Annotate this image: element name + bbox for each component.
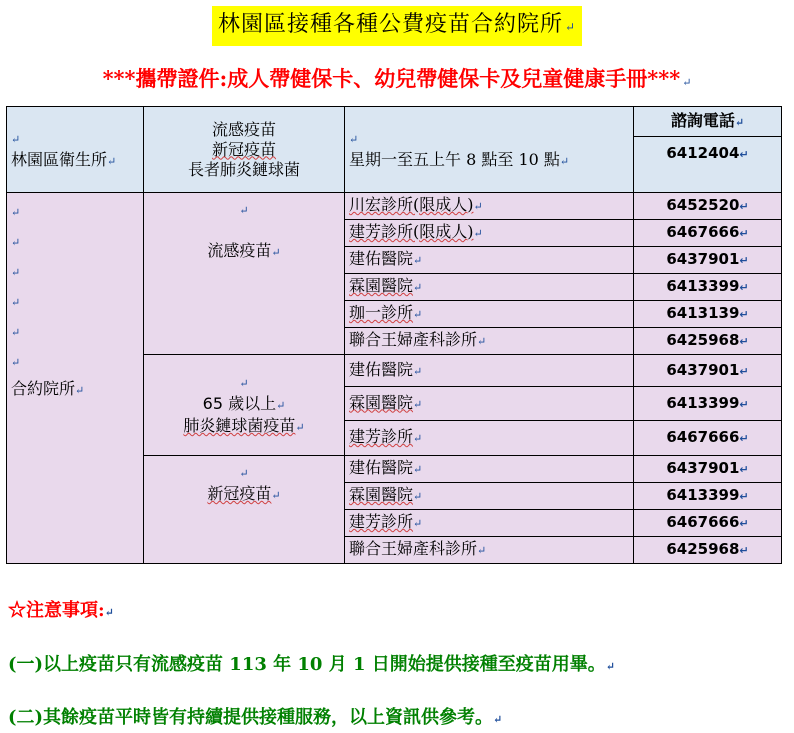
clinic-phone: 6413399↵ bbox=[634, 274, 782, 301]
clinic-name: 霖園醫院↵ bbox=[345, 387, 634, 421]
clinic-phone: 6413399↵ bbox=[634, 483, 782, 510]
note-1: (一)以上疫苗只有流感疫苗 113 年 10 月 1 日開始提供接種至疫苗用畢。↵ bbox=[8, 654, 615, 675]
clinic-name: 建佑醫院↵ bbox=[345, 247, 634, 274]
health-center-cell: ↵ 林園區衛生所↵ bbox=[7, 107, 144, 193]
note-2: (二)其餘疫苗平時皆有持續提供接種服務，以上資訊供參考。↵ bbox=[8, 707, 503, 728]
clinic-name: 建佑醫院↵ bbox=[345, 456, 634, 483]
clinic-phone: 6425968↵ bbox=[634, 328, 782, 355]
clinic-phone: 6467666↵ bbox=[634, 421, 782, 456]
vaccine-group-covid: ↵ 新冠疫苗↵ bbox=[144, 456, 345, 564]
required-documents: ***攜帶證件:成人帶健保卡、幼兒帶健保卡及兒童健康手冊*** ↵ bbox=[102, 66, 692, 91]
clinic-phone: 6467666↵ bbox=[634, 220, 782, 247]
clinic-name: 建芳診所(限成人)↵ bbox=[345, 220, 634, 247]
clinic-name: 聯合王婦產科診所↵ bbox=[345, 328, 634, 355]
vaccine-clinic-table bbox=[6, 106, 782, 564]
clinic-phone: 6452520↵ bbox=[634, 193, 782, 220]
notes-heading: ☆注意事項:↵ bbox=[8, 600, 114, 621]
clinic-phone: 6437901↵ bbox=[634, 456, 782, 483]
clinic-name: 珈一診所↵ bbox=[345, 301, 634, 328]
health-center-vaccines: 流感疫苗 新冠疫苗 長者肺炎鏈球菌 bbox=[144, 107, 345, 193]
clinic-phone: 6413139↵ bbox=[634, 301, 782, 328]
contract-clinics-label: ↵ ↵ ↵ ↵ ↵ ↵ 合約院所↵ bbox=[7, 193, 144, 564]
clinic-phone: 6413399↵ bbox=[634, 387, 782, 421]
phone-label: 諮詢電話↵ bbox=[634, 107, 782, 137]
clinic-name: 建佑醫院↵ bbox=[345, 355, 634, 387]
health-center-phone: 6412404↵ bbox=[634, 137, 782, 193]
service-hours-cell: ↵ 星期一至五上午 8 點至 10 點↵ bbox=[345, 107, 634, 193]
page-title: 林園區接種各種公費疫苗合約院所 ↵ bbox=[212, 6, 582, 46]
clinic-name: 建芳診所↵ bbox=[345, 510, 634, 537]
clinic-phone: 6467666↵ bbox=[634, 510, 782, 537]
clinic-phone: 6437901↵ bbox=[634, 355, 782, 387]
clinic-name: 建芳診所↵ bbox=[345, 421, 634, 456]
vaccine-group-pneumococcal: ↵ 65 歲以上↵ 肺炎鏈球菌疫苗↵ bbox=[144, 355, 345, 456]
vaccine-group-flu: ↵ 流感疫苗↵ bbox=[144, 193, 345, 355]
clinic-name: 川宏診所(限成人)↵ bbox=[345, 193, 634, 220]
clinic-phone: 6425968↵ bbox=[634, 537, 782, 564]
clinic-phone: 6437901↵ bbox=[634, 247, 782, 274]
clinic-name: 霖園醫院↵ bbox=[345, 274, 634, 301]
clinic-name: 霖園醫院↵ bbox=[345, 483, 634, 510]
clinic-name: 聯合王婦產科診所↵ bbox=[345, 537, 634, 564]
